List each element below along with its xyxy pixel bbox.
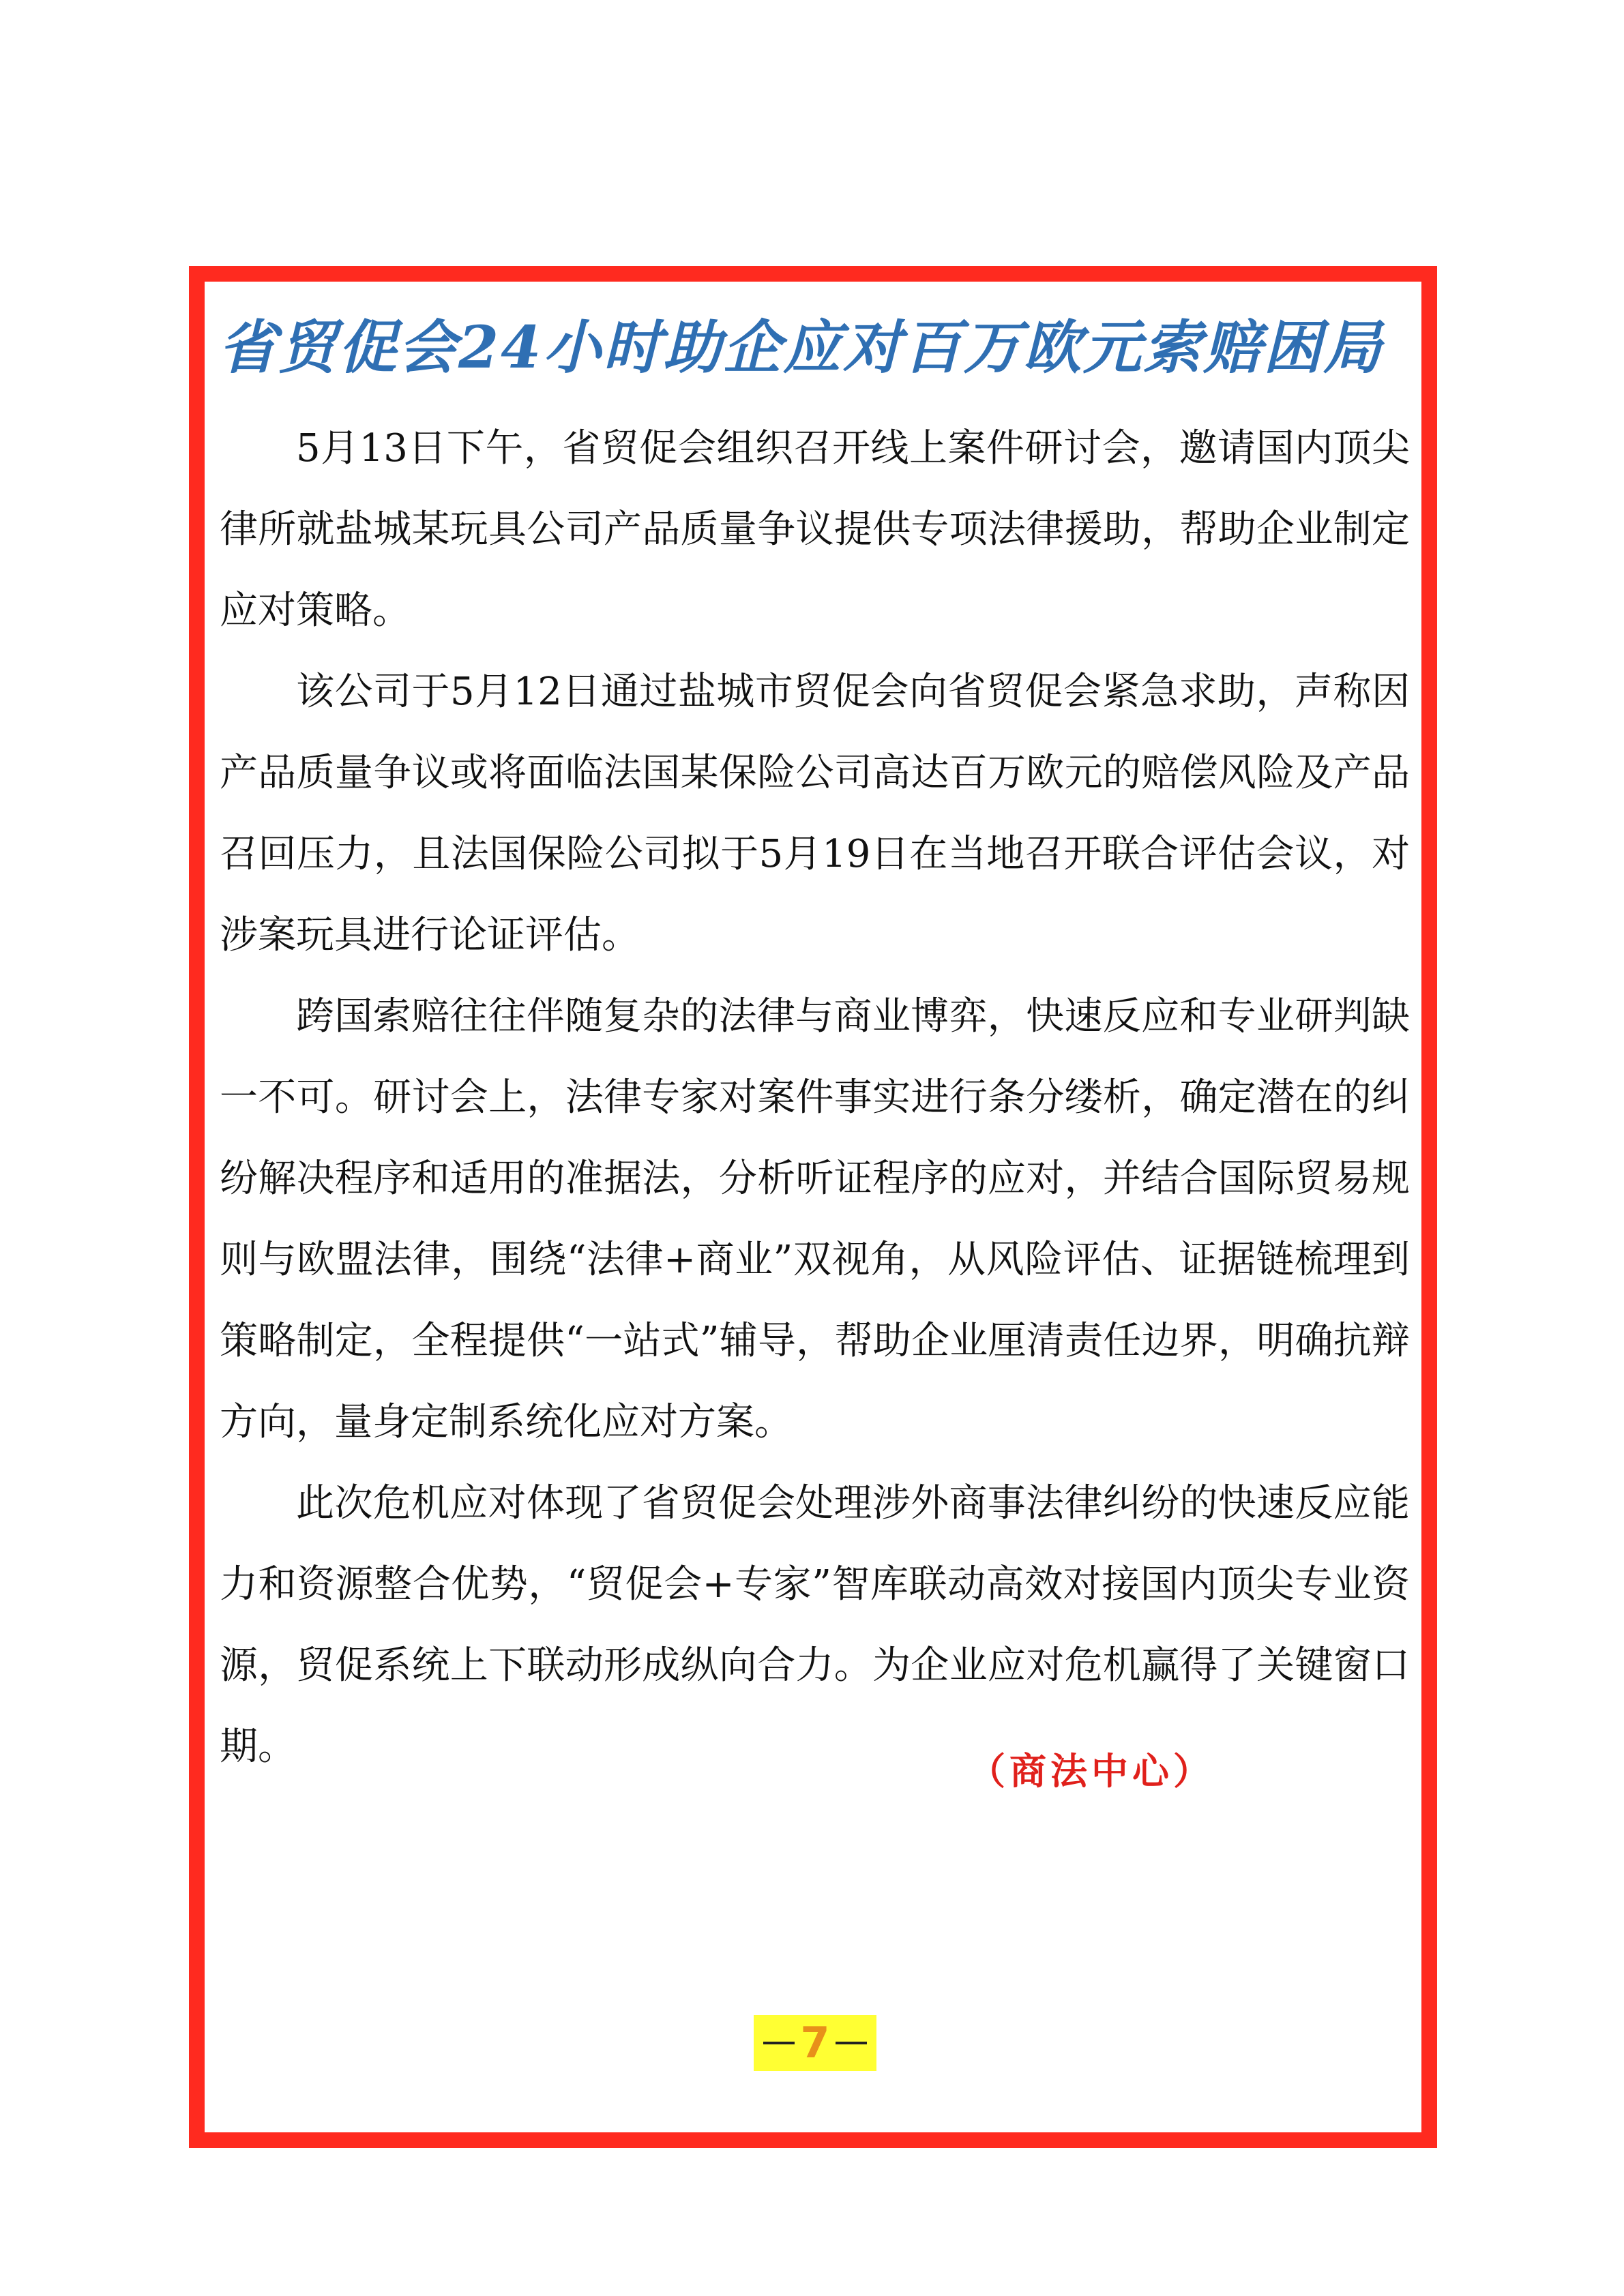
- page-number-dash-left: [763, 2042, 795, 2044]
- article-paragraph: 5月13日下午，省贸促会组织召开线上案件研讨会，邀请国内顶尖律所就盐城某玩具公司产品质量争议提供专项法律援助，帮助企业制定应对策略。: [220, 426, 1410, 633]
- article-byline: （商法中心）: [969, 1750, 1214, 1793]
- article-paragraph: 此次危机应对体现了省贸促会处理涉外商事法律纠纷的快速反应能力和资源整合优势，“贸促会+专家”智库联动高效对接国内顶尖专业资源，贸促系统上下联动形成纵向合力。为企业应对危机赢得了关键窗口期。: [220, 1481, 1410, 1769]
- page-number-badge: [754, 2015, 876, 2071]
- page-number: 7: [800, 2018, 830, 2068]
- article-body: [220, 408, 1410, 1787]
- article-paragraph: 跨国索赔往往伴随复杂的法律与商业博弈，快速反应和专业研判缺一不可。研讨会上，法律专家对案件事实进行条分缕析，确定潜在的纠纷解决程序和适用的准据法，分析听证程序的应对，并结合国际贸易规则与欧盟法律，围绕“法律+商业”双视角，从风险评估、证据链梳理到策略制定，全程提供“一站式”辅导，帮助企业厘清责任边界，明确抗辩方向，量身定制系统化应对方案。: [220, 994, 1410, 1444]
- page-number-dash-right: [836, 2042, 867, 2044]
- article-title: 省贸促会24小时助企应对百万欧元索赔困局: [218, 314, 1384, 382]
- article-paragraph: 该公司于5月12日通过盐城市贸促会向省贸促会紧急求助，声称因产品质量争议或将面临法国某保险公司高达百万欧元的赔偿风险及产品召回压力，且法国保险公司拟于5月19日在当地召开联合评估会议，对涉案玩具进行论证评估。: [220, 670, 1410, 957]
